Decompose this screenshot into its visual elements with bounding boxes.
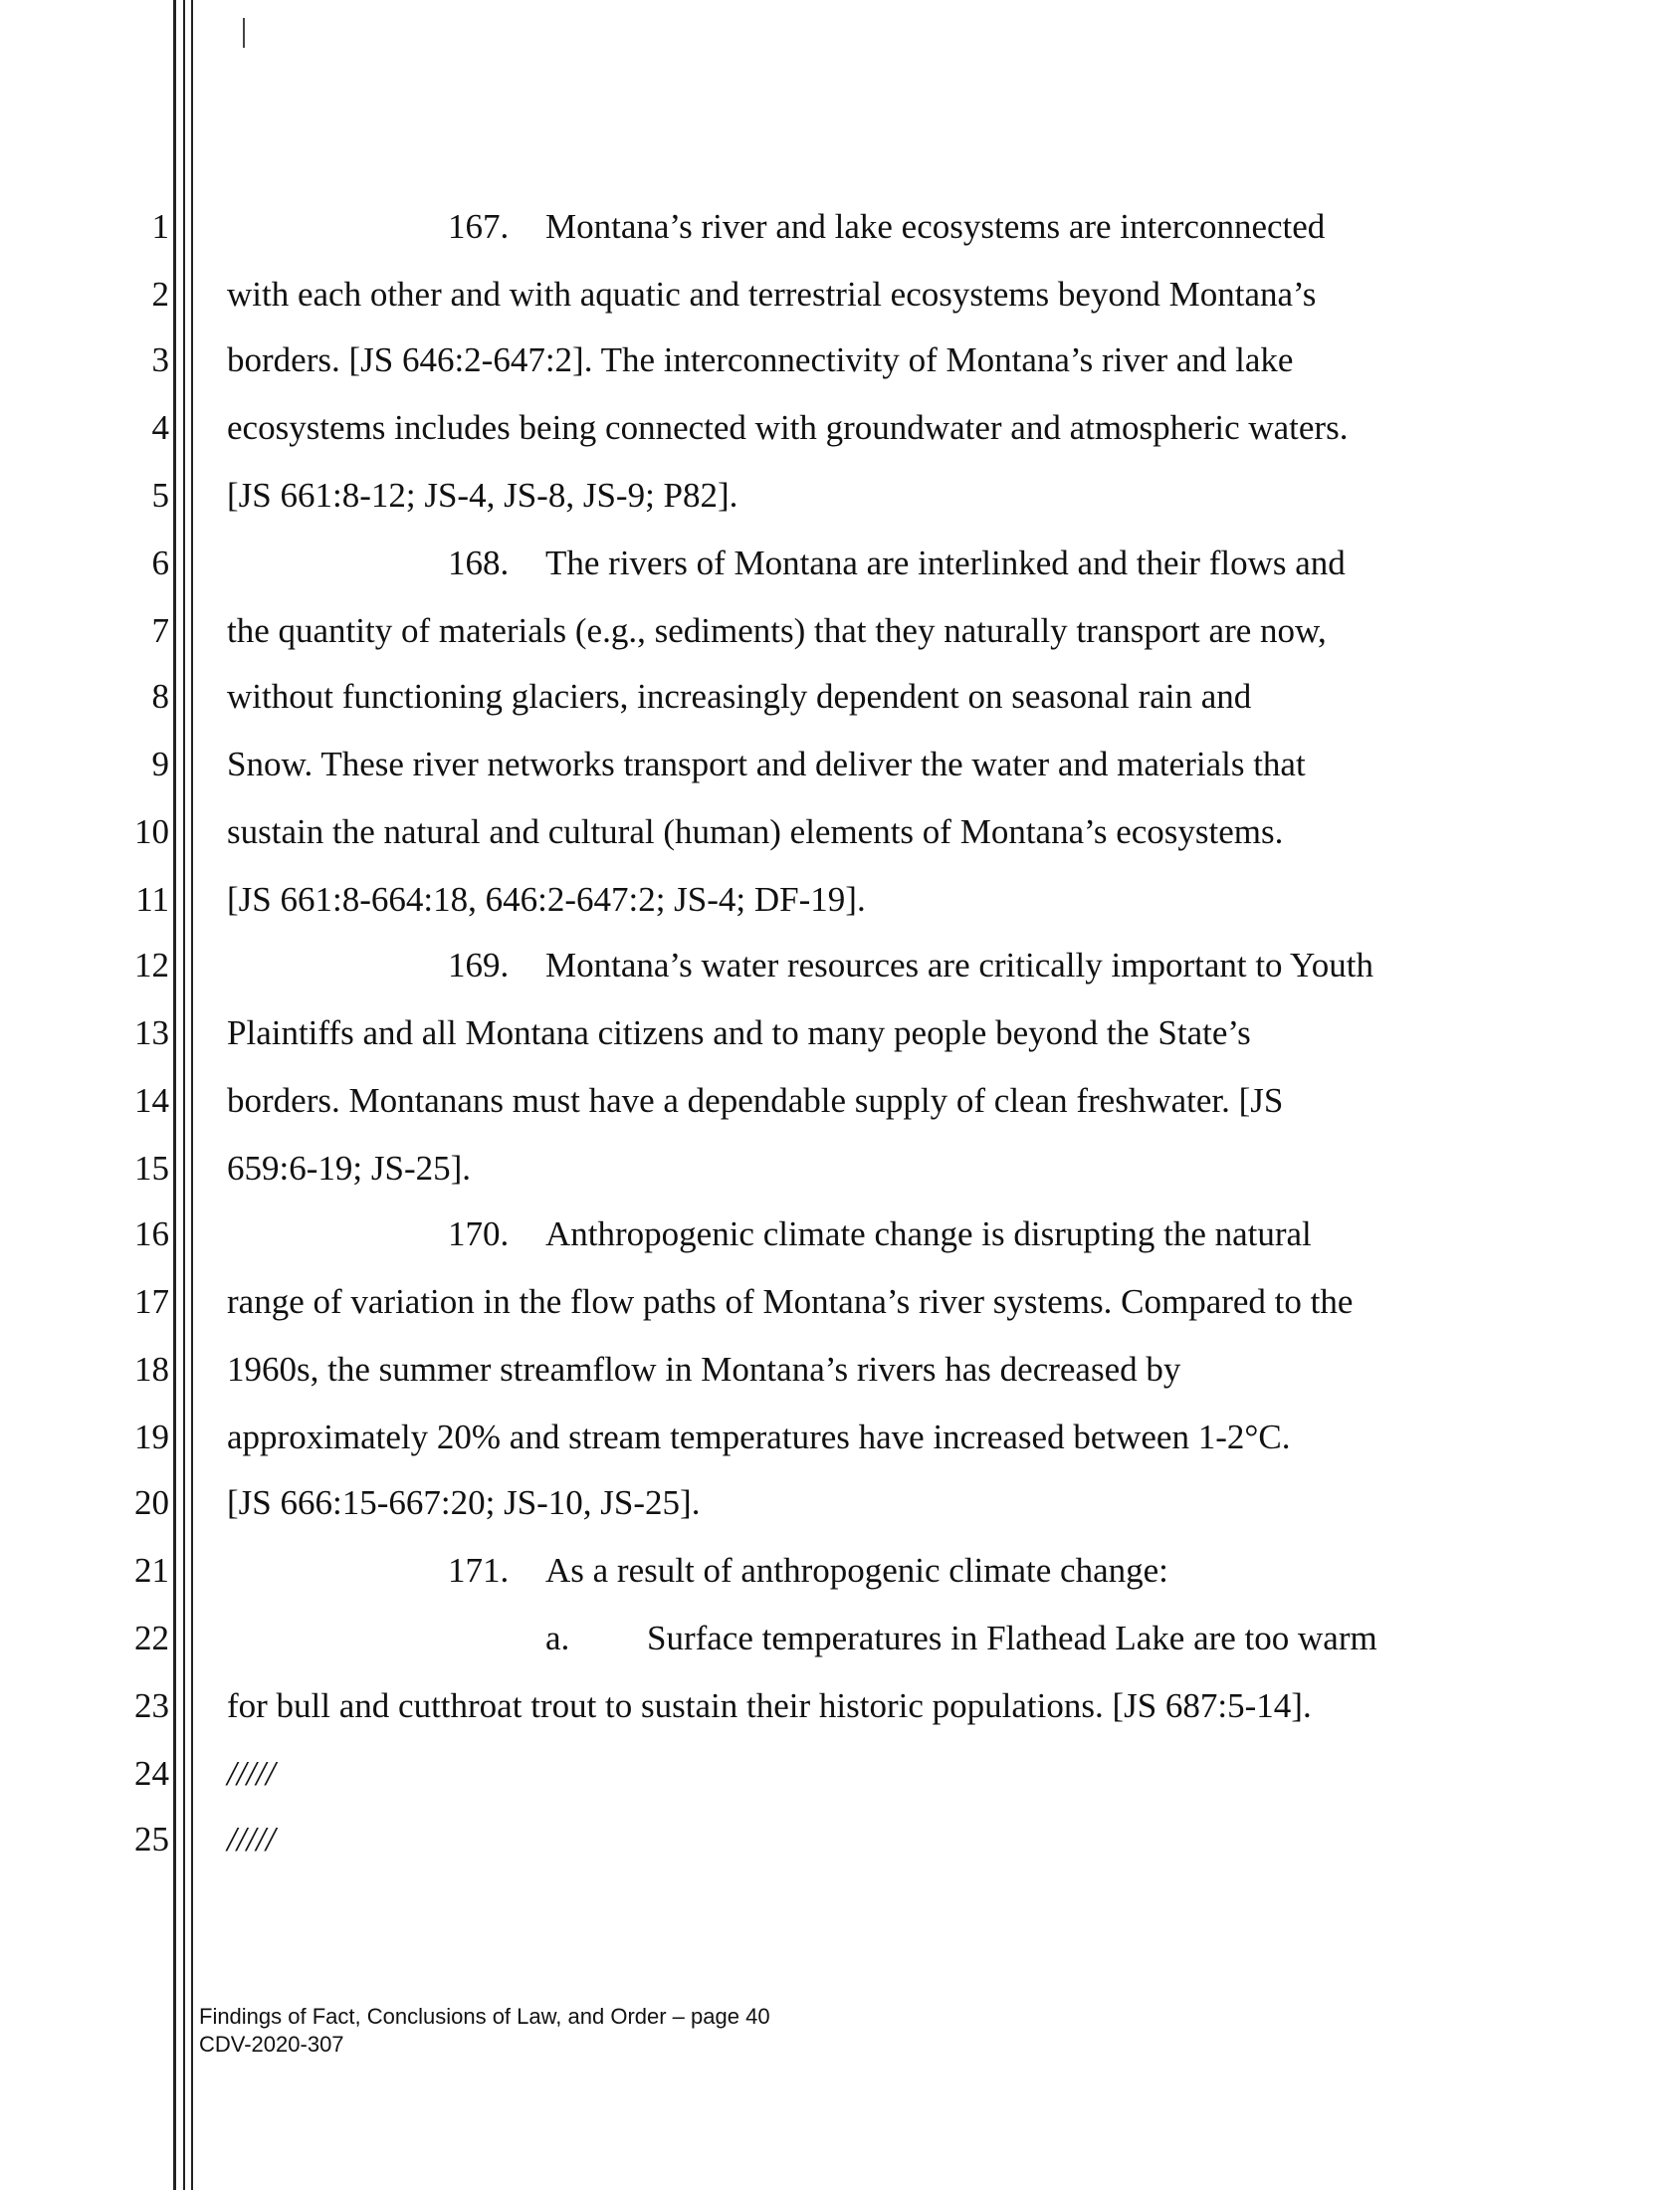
text-line: ecosystems includes being connected with groundwater and atmospheric waters. — [227, 408, 1349, 447]
text-line: [JS 661:8-12; JS-4, JS-8, JS-9; P82]. — [227, 476, 738, 515]
paragraph-number: 170. — [448, 1214, 510, 1253]
line-number: 4 — [151, 408, 169, 447]
text-line: borders. [JS 646:2-647:2]. The interconnectivity of Montana’s river and lake — [227, 340, 1294, 379]
line-number: 6 — [151, 544, 169, 582]
text-line: Snow. These river networks transport and deliver the water and materials that — [227, 745, 1306, 783]
line-number: 18 — [134, 1350, 169, 1389]
text-line: 1960s, the summer streamflow in Montana’s rivers has decreased by — [227, 1350, 1181, 1389]
text-line: Surface temperatures in Flathead Lake are too warm — [647, 1619, 1377, 1657]
text-line: sustain the natural and cultural (human) elements of Montana’s ecosystems. — [227, 812, 1284, 851]
line-number: 5 — [151, 476, 169, 515]
text-line: Montana’s water resources are critically important to Youth — [545, 946, 1374, 985]
line-number: 19 — [134, 1418, 169, 1456]
line-number: 2 — [151, 275, 169, 314]
margin-rule-right — [191, 0, 193, 2190]
text-line: range of variation in the flow paths of Montana’s river systems. Compared to the — [227, 1282, 1354, 1321]
line-number: 25 — [134, 1820, 169, 1859]
line-number: 3 — [151, 340, 169, 379]
text-line: 659:6-19; JS-25]. — [227, 1149, 471, 1188]
line-number: 12 — [134, 946, 169, 985]
line-number: 23 — [134, 1686, 169, 1725]
paragraph-number: 171. — [448, 1551, 510, 1590]
continuation-mark: ///// — [227, 1754, 276, 1793]
line-number: 8 — [151, 677, 169, 716]
footer-case-number: CDV-2020-307 — [199, 2032, 344, 2057]
subparagraph-label: a. — [545, 1619, 570, 1657]
text-line: [JS 661:8-664:18, 646:2-647:2; JS-4; DF-19]. — [227, 880, 866, 919]
text-line: for bull and cutthroat trout to sustain their historic populations. [JS 687:5-14]. — [227, 1686, 1312, 1725]
text-line: approximately 20% and stream temperatures have increased between 1-2°C. — [227, 1418, 1291, 1456]
text-line: Montana’s river and lake ecosystems are interconnected — [545, 207, 1326, 246]
line-number: 7 — [151, 611, 169, 650]
line-number: 16 — [134, 1214, 169, 1253]
continuation-mark: ///// — [227, 1820, 276, 1859]
text-line: without functioning glaciers, increasingly dependent on seasonal rain and — [227, 677, 1252, 716]
margin-rule-middle — [183, 0, 185, 2190]
paragraph-number: 167. — [448, 207, 510, 246]
line-number: 22 — [134, 1619, 169, 1657]
text-line: Plaintiffs and all Montana citizens and to many people beyond the State’s — [227, 1013, 1251, 1052]
line-number: 1 — [151, 207, 169, 246]
line-number: 24 — [134, 1754, 169, 1793]
line-number: 14 — [134, 1081, 169, 1120]
text-line: As a result of anthropogenic climate change: — [545, 1551, 1168, 1590]
line-number: 10 — [134, 812, 169, 851]
text-line: with each other and with aquatic and terrestrial ecosystems beyond Montana’s — [227, 275, 1317, 314]
text-line: The rivers of Montana are interlinked and their flows and — [545, 544, 1346, 582]
line-number: 21 — [134, 1551, 169, 1590]
line-number: 15 — [134, 1149, 169, 1188]
text-line: the quantity of materials (e.g., sediments) that they naturally transport are now, — [227, 611, 1327, 650]
line-number: 17 — [134, 1282, 169, 1321]
text-line: borders. Montanans must have a dependable supply of clean freshwater. [JS — [227, 1081, 1284, 1120]
margin-rule-left — [173, 0, 176, 2190]
line-number: 11 — [135, 880, 169, 919]
line-number: 9 — [151, 745, 169, 783]
text-line: [JS 666:15-667:20; JS-10, JS-25]. — [227, 1483, 701, 1522]
paragraph-number: 168. — [448, 544, 510, 582]
line-number: 20 — [134, 1483, 169, 1522]
line-number: 13 — [134, 1013, 169, 1052]
text-line: Anthropogenic climate change is disrupting the natural — [545, 1214, 1312, 1253]
top-tick-mark — [243, 18, 245, 48]
footer-title: Findings of Fact, Conclusions of Law, and Order – page 40 — [199, 2004, 770, 2029]
paragraph-number: 169. — [448, 946, 510, 985]
